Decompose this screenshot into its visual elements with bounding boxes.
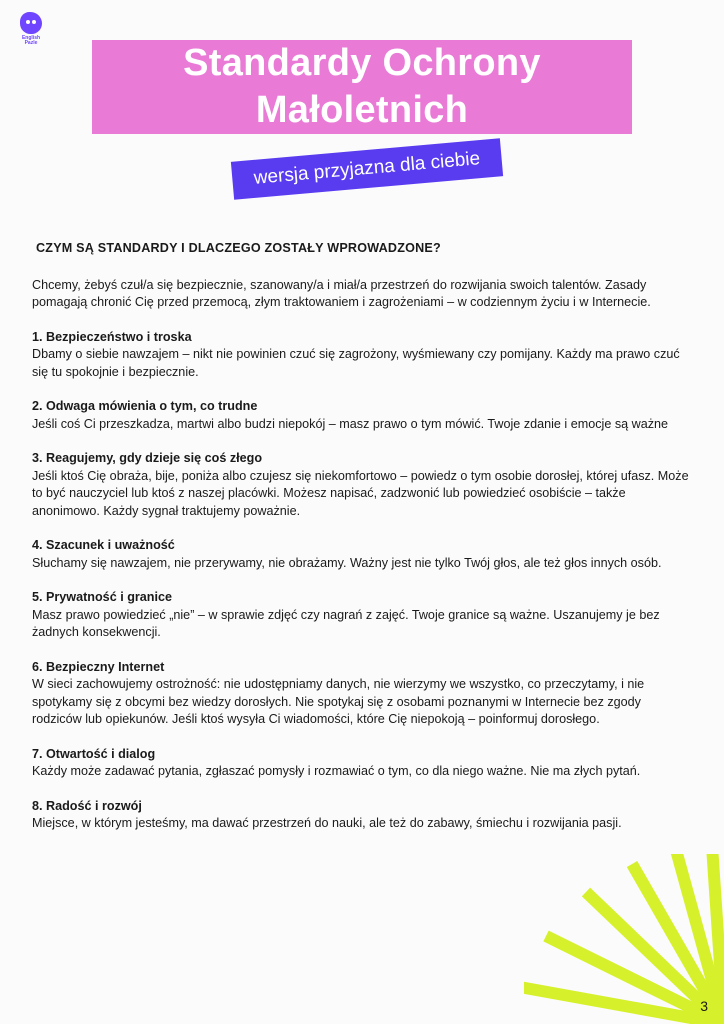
section-title: 6. Bezpieczny Internet	[32, 659, 165, 674]
section-text: Miejsce, w którym jesteśmy, ma dawać przestrzeń do nauki, ale też do zabawy, śmiechu i rozwijania pasji.	[32, 816, 622, 830]
section-title: 2. Odwaga mówienia o tym, co trudne	[32, 399, 258, 413]
puzzle-mascot-icon	[20, 12, 42, 34]
subtitle-banner	[231, 138, 503, 199]
section-text: W sieci zachowujemy ostrożność: nie udostępniamy danych, nie wierzymy we wszystko, co przeczytamy, i nie spotykamy się z obcymi bez wiedzy dorosłych. Nie spotykaj się z osobami poznanymi w Internecie bez zgody rodziców lub opiekunów. Jeśli ktoś wysyła Ci wiadomości, które Cię niepokoją – poinformuj dorosłego.	[32, 677, 645, 726]
section-title: 8. Radość i rozwój	[32, 798, 142, 813]
document-content	[32, 240, 692, 850]
section-text: Słuchamy się nawzajem, nie przerywamy, nie obrażamy. Ważny jest nie tylko Twój głos, ale też głos innych osób.	[32, 555, 662, 570]
logo-line-1: English	[21, 35, 41, 41]
logo-text	[14, 36, 48, 46]
section-text: Dbamy o siebie nawzajem – nikt nie powinien czuć się zagrożony, wyśmiewany czy pomijany. Każdy ma prawo czuć się tu spokojnie i bezpiecznie.	[32, 347, 680, 379]
section-text: Jeśli ktoś Cię obraża, bije, poniża albo czujesz się niekomfortowo – powiedz o tym osobie dorosłej, której ufasz. Może to być nauczyciel lub ktoś z naszej placówki. Możesz napisać, zadzwonić lub powiedzieć osobiście – także anonimowo. Każdy sygnał traktujemy poważnie.	[32, 468, 689, 518]
section-title: 3. Reagujemy, gdy dzieje się coś złego	[32, 451, 263, 465]
section-8	[32, 798, 692, 833]
brand-logo	[14, 12, 48, 46]
logo-line-2: Pazle	[24, 40, 38, 46]
section-text: Każdy może zadawać pytania, zgłaszać pomysły i rozmawiać o tym, co dla niego ważne. Nie ma złych pytań.	[32, 764, 641, 778]
section-1	[32, 329, 692, 382]
section-6	[32, 659, 692, 729]
section-text: Jeśli coś Ci przeszkadza, martwi albo budzi niepokój – masz prawo o tym mówić. Twoje zdanie i emocje są ważne	[32, 416, 669, 431]
main-heading: CZYM SĄ STANDARDY I DLACZEGO ZOSTAŁY WPROWADZONE?	[36, 241, 441, 255]
section-title: 1. Bezpieczeństwo i troska	[32, 329, 192, 344]
section-text: Masz prawo powiedzieć „nie” – w sprawie zdjęć czy nagrań z zajęć. Twoje granice są ważne. Uszanujemy je bez żadnych konsekwencji.	[32, 607, 660, 639]
section-title: 7. Otwartość i dialog	[32, 746, 156, 761]
section-5	[32, 589, 692, 642]
section-4	[32, 537, 692, 572]
section-title: 4. Szacunek i uważność	[32, 538, 175, 552]
page-number: 3	[700, 998, 708, 1014]
sunburst-decoration-icon	[524, 854, 724, 1024]
page-title: Standardy Ochrony Małoletnich	[183, 42, 541, 131]
subtitle-text: wersja przyjazna dla ciebie	[252, 148, 481, 189]
section-2	[32, 398, 692, 433]
section-3	[32, 450, 692, 520]
section-title: 5. Prywatność i granice	[32, 590, 172, 604]
title-banner	[92, 40, 632, 134]
section-7	[32, 746, 692, 781]
intro-paragraph: Chcemy, żebyś czuł/a się bezpiecznie, szanowany/a i miał/a przestrzeń do rozwijania swoich talentów. Zasady pomagają chronić Cię przed przemocą, złym traktowaniem i zagrożeniami – w codziennym życiu i w Internecie.	[32, 277, 651, 309]
